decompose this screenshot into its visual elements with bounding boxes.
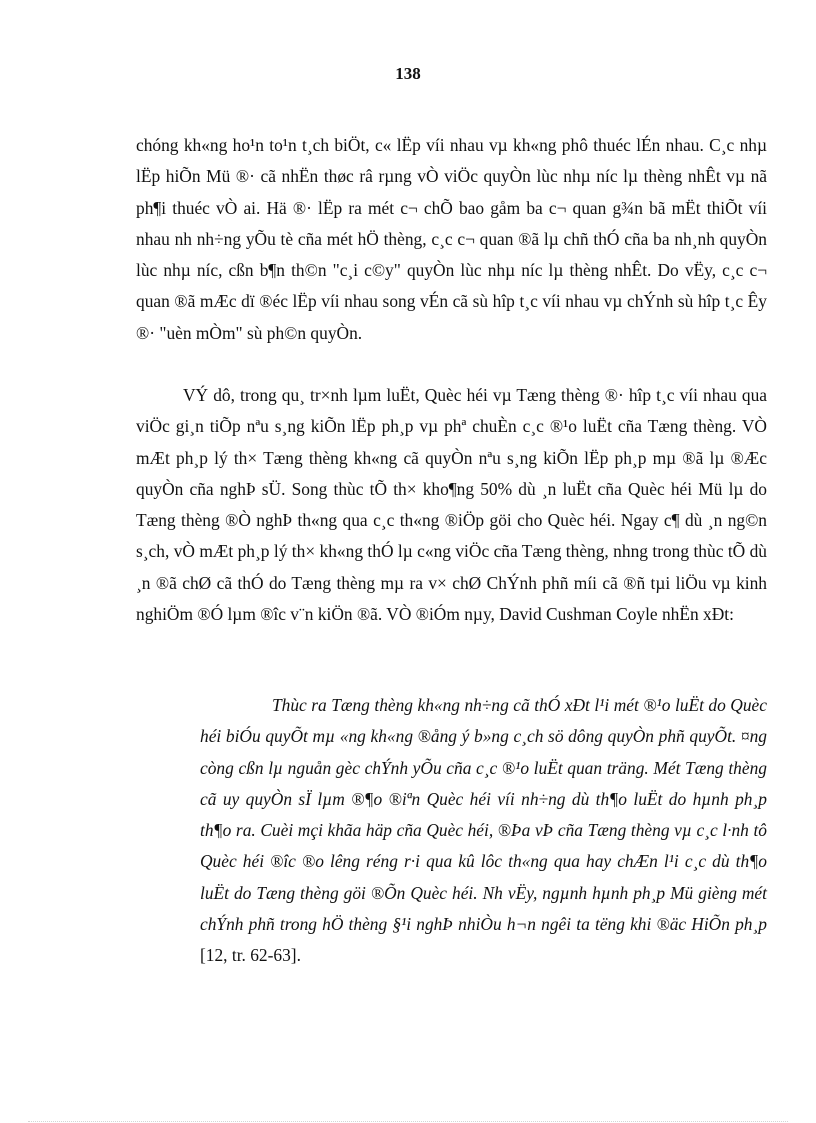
paragraph-1: chóng kh«ng ho¹n to¹n t¸ch biÖt, c« lËp víi nhau vµ kh«ng phô thuéc lÉn nhau. C¸c nhµ lËp hiÕn Mü ®· cã nhËn thøc râ rµng vÒ viÖc quyÒn lùc nhµ níc lµ thèng nhÊt vµ nã ph¶i thuéc vÒ ai. Hä ®· lËp ra mét c¬ chÕ bao gåm ba c¬ quan g¾n bã mËt thiÕt víi nhau nh nh÷ng yÕu tè cña mét hÖ thèng, c¸c c¬ quan ®ã lµ chñ thÓ cña ba nh¸nh quyÒn lùc nhµ níc, cßn b¶n th©n "c¸i c©y" quyÒn lùc nhµ níc lµ thèng nhÊt. Do vËy, c¸c c¬ quan ®ã mÆc dï ®éc lËp víi nhau song vÉn cã sù hîp t¸c víi nhau vµ chÝnh sù hîp t¸c Êy ®· "uèn mÒm" sù ph©n quyÒn. — [136, 135, 767, 343]
paragraph-2: VÝ dô, trong qu¸ tr×nh lµm luËt, Quèc héi vµ Tæng thèng ®· hîp t¸c víi nhau qua viÖc gi¸n tiÕp nªu s¸ng kiÕn lËp ph¸p vµ phª chuÈn c¸c ®¹o luËt cña Tæng thèng. VÒ mÆt ph¸p lý th× Tæng thèng kh«ng cã quyÒn nªu s¸ng kiÕn lËp ph¸p mµ ®ã lµ ®Æc quyÒn cña nghÞ sÜ. Song thùc tÕ th× kho¶ng 50% dù ¸n luËt cña Quèc héi Mü lµ do Tæng thèng ®Ò nghÞ th«ng qua c¸c th«ng ®iÖp göi cho Quèc héi. Ngay c¶ dù ¸n ng©n s¸ch, vÒ mÆt ph¸p lý th× kh«ng thÓ lµ c«ng viÖc cña Tæng thèng, nhng trong thùc tÕ dù ¸n ®ã chØ cã thÓ do Tæng thèng mµ ra v× chØ ChÝnh phñ míi cã ®ñ tµi liÖu vµ kinh nghiÖm ®Ó lµm ®îc v¨n kiÖn ®ã. VÒ ®iÓm nµy, David Cushman Coyle nhËn xÐt: — [136, 385, 767, 625]
bottom-rule — [28, 1121, 788, 1122]
quote-text: Thùc ra Tæng thèng kh«ng nh÷ng cã thÓ xÐt l¹i mét ®¹o luËt do Quèc héi biÓu quyÕt mµ «ng kh«ng ®ång ý b»ng c¸ch sö dông quyÒn phñ quyÕt. ¤ng còng cßn lµ nguån gèc chÝnh yÕu cña c¸c ®¹o luËt quan träng. Mét Tæng thèng cã uy quyÒn sÏ lµm ®¶o ®iªn Quèc héi víi nh÷ng dù th¶o luËt do hµnh ph¸p th¶o ra. Cuèi mçi khãa häp cña Quèc héi, ®Þa vÞ cña Tæng thèng vµ c¸c l·nh tô Quèc héi ®îc ®o lêng réng r·i qua kû lôc th«ng qua hay chÆn l¹i c¸c dù th¶o luËt do Tæng thèng göi ®Õn Quèc héi. Nh vËy, ngµnh hµnh ph¸p Mü gièng mét chÝnh phñ trong hÖ thèng §¹i nghÞ nhiÒu h¬n ngêi ta tëng khi ®äc HiÕn ph¸p — [200, 695, 767, 935]
page-number: 138 — [395, 64, 421, 83]
block-quote — [200, 690, 767, 972]
quote-citation: [12, tr. 62-63]. — [200, 945, 301, 966]
